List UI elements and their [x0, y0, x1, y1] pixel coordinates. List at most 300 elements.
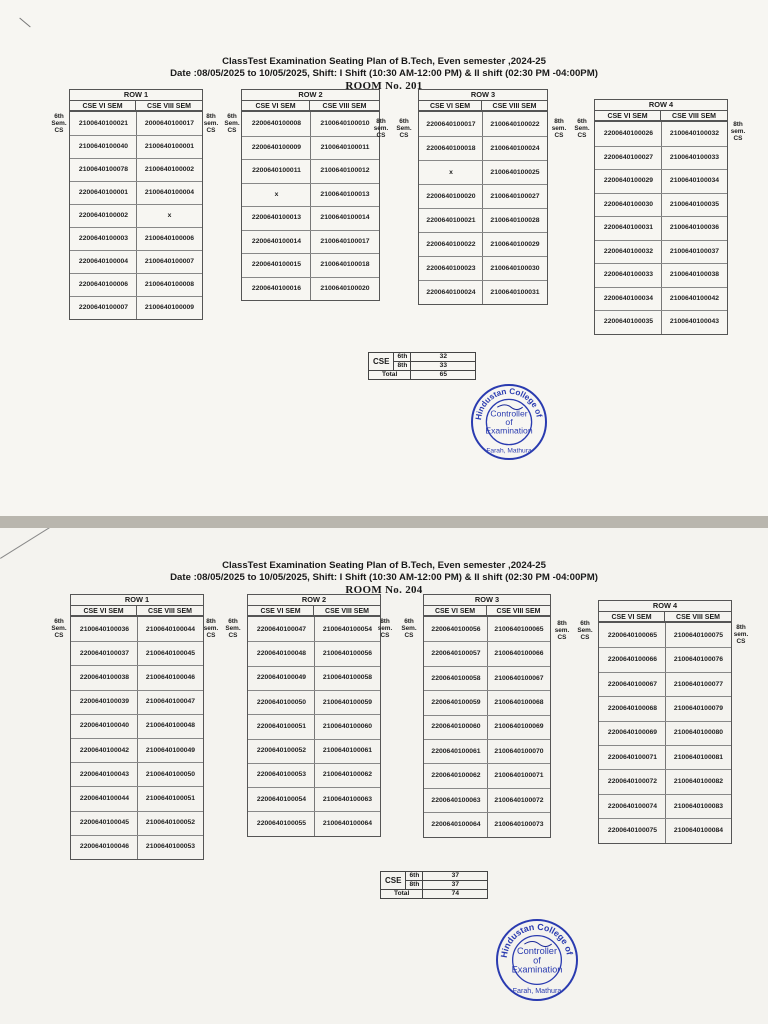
seat-cse-vi: 2200640100047: [256, 625, 307, 633]
side-label-semester: [551, 620, 573, 641]
seat-cse-viii: 2100640100034: [669, 177, 720, 185]
row-divider: [70, 250, 202, 251]
student-count-summary: [380, 871, 488, 899]
seat-cse-vi: 2200640100066: [607, 656, 658, 664]
seat-cse-viii: 2100640100068: [494, 698, 544, 706]
seat-cse-viii: 2100640100004: [144, 189, 195, 196]
side-label-line: 6th: [577, 118, 587, 125]
seat-pair: [71, 692, 205, 711]
seat-cse-viii: 2100640100083: [673, 802, 724, 810]
col-header-cse-viii-sem: CSE VIII SEM: [660, 110, 728, 121]
seat-pair: [71, 837, 205, 856]
seat-cse-vi: 2200640100001: [78, 189, 129, 196]
side-label-line: Sem.: [225, 625, 241, 632]
row-divider: [242, 230, 379, 231]
seat-cse-vi: 2200640100040: [79, 722, 130, 730]
seat-cse-vi: 2200640100075: [607, 826, 658, 834]
row-divider: [248, 787, 380, 788]
seat-cse-viii: 2100640100011: [320, 143, 370, 151]
row-divider: [71, 641, 203, 642]
summary-8th-count: 37: [423, 881, 488, 890]
seat-cse-vi: 2200640100029: [603, 177, 654, 185]
seat-cse-vi: 2200640100068: [607, 704, 658, 712]
seal-center-line-2: of: [533, 955, 541, 966]
seat-cse-viii: 2100640100061: [322, 747, 373, 755]
seat-pair: [595, 124, 729, 143]
seat-pair: [424, 693, 552, 712]
summary-6th-count: 37: [423, 872, 488, 881]
row-divider: [70, 273, 202, 274]
row-header-2: ROW 2: [241, 89, 380, 100]
summary-8th-label: 8th: [406, 881, 423, 890]
side-label-line: 6th: [54, 618, 64, 625]
seat-cse-vi: 2200640100022: [426, 240, 476, 248]
side-label-semester: [200, 618, 222, 639]
row-divider: [599, 769, 731, 770]
row-header-4: ROW 4: [598, 600, 732, 611]
seat-cse-vi: 2200640100045: [79, 819, 130, 827]
seat-pair: [248, 717, 382, 736]
seat-pair: [599, 821, 733, 840]
row-header-3: ROW 3: [418, 89, 548, 100]
seat-cse-vi: 2200640100067: [607, 680, 658, 688]
seat-pair: [595, 148, 729, 167]
paper-fold-edge: [0, 528, 51, 559]
row-divider: [599, 721, 731, 722]
seat-cse-viii: 2100640100075: [673, 631, 724, 639]
seat-pair: [242, 185, 381, 204]
side-label-line: sem.: [733, 631, 749, 638]
row-divider: [595, 240, 727, 241]
row-divider: [424, 690, 550, 691]
seat-cse-viii: 2100640100079: [673, 704, 724, 712]
seat-pair: [70, 298, 204, 317]
seat-cse-viii: 2100640100060: [322, 722, 373, 730]
row-divider: [70, 296, 202, 297]
seat-cse-viii: 2100640100051: [145, 795, 196, 802]
row-divider: [595, 169, 727, 170]
seat-cse-viii: 2100640100009: [144, 304, 195, 311]
seat-pair: [71, 813, 205, 832]
side-label-line: 6th: [404, 618, 414, 625]
seat-cse-vi: 2200640100023: [426, 264, 476, 272]
col-header-cse-viii-sem: CSE VIII SEM: [309, 100, 380, 111]
seat-pair: [71, 789, 205, 808]
seat-block-row-4: [594, 121, 728, 335]
seat-cse-viii: 2100640100020: [320, 284, 370, 292]
seat-pair: [424, 669, 552, 688]
seat-pair: [419, 163, 549, 182]
seat-cse-viii: 2100640100010: [320, 120, 370, 128]
side-label-line: 8th: [206, 618, 216, 625]
row-divider: [419, 184, 547, 185]
row-divider: [595, 310, 727, 311]
col-header-cse-vi-sem: CSE VI SEM: [241, 100, 310, 111]
summary-8th-label: 8th: [394, 362, 411, 371]
col-header-cse-viii-sem: CSE VIII SEM: [135, 100, 203, 111]
sheet-separator: [0, 516, 768, 528]
seat-pair: [599, 675, 733, 694]
seat-pair: [599, 723, 733, 742]
seat-cse-vi: 2200640100069: [607, 729, 658, 737]
seat-cse-vi: 2200640100049: [256, 674, 307, 682]
row-divider: [599, 794, 731, 795]
seat-cse-viii: 2100640100071: [494, 772, 544, 780]
row-divider: [599, 696, 731, 697]
seat-cse-vi: 2200640100007: [78, 304, 129, 311]
seat-cse-viii: 2100640100067: [494, 674, 544, 682]
seat-cse-viii: 2100640100042: [669, 294, 720, 302]
seat-pair: [242, 114, 381, 133]
row-divider: [419, 160, 547, 161]
seat-cse-viii: 2100640100037: [669, 247, 720, 255]
seat-cse-viii: 2100640100048: [145, 722, 196, 730]
seat-pair: [424, 742, 552, 761]
seat-block-row-1: [70, 616, 204, 860]
row-divider: [70, 204, 202, 205]
seat-pair: [419, 139, 549, 158]
seat-cse-viii: 2100640100054: [322, 625, 373, 633]
seat-cse-vi: 2200640100026: [603, 130, 654, 138]
seat-cse-viii: 2100640100081: [673, 753, 724, 761]
col-header-cse-vi-sem: CSE VI SEM: [69, 100, 136, 111]
side-label-line: Sem.: [574, 125, 590, 132]
seat-cse-viii: 2100640100043: [669, 318, 720, 326]
seat-pair: [599, 699, 733, 718]
seat-cse-vi: 2100640100078: [78, 166, 129, 173]
seat-cse-vi: 2200640100034: [603, 294, 654, 302]
seal-center-line-1: Controller: [516, 946, 558, 957]
row-divider: [424, 666, 550, 667]
seat-pair: [70, 252, 204, 271]
seat-pair: [70, 229, 204, 248]
seat-pair: [424, 766, 552, 785]
seat-cse-vi: 2200640100013: [251, 214, 302, 222]
seat-cse-vi: 2200640100002: [78, 212, 129, 219]
side-label-semester: [730, 624, 752, 645]
row-divider: [424, 788, 550, 789]
row-header-3: ROW 3: [423, 594, 551, 605]
seat-pair: [71, 716, 205, 735]
seal-center-line-1: Controller: [490, 408, 528, 419]
seat-pair: [419, 235, 549, 254]
seat-cse-viii: 2100640100029: [490, 240, 540, 248]
seat-cse-vi: 2200640100011: [252, 167, 301, 175]
seat-cse-vi: 2200640100053: [256, 771, 307, 779]
seat-cse-vi: 2200640100060: [431, 723, 481, 731]
seat-block-row-4: [598, 622, 732, 844]
seat-cse-vi: 2200640100052: [256, 747, 307, 755]
plan-date-shift: Date :08/05/2025 to 10/05/2025, Shift: I Shift (10:30 AM-12:00 PM) & II shift (02:30 PM -04:00PM): [170, 68, 598, 79]
side-label-line: sem.: [551, 125, 567, 132]
seat-pair: [242, 161, 381, 180]
side-label-semester: [393, 118, 415, 139]
row-divider: [70, 158, 202, 159]
seat-pair: [599, 772, 733, 791]
col-header-cse-viii-sem: CSE VIII SEM: [664, 611, 732, 622]
seat-cse-vi: 2200640100051: [256, 722, 307, 730]
controller-of-examination-seal: [470, 383, 548, 461]
seat-cse-vi: 2200640100048: [256, 649, 307, 657]
seat-block-row-2: [247, 616, 381, 837]
seat-cse-vi: 2200640100006: [78, 281, 129, 288]
col-header-cse-vi-sem: CSE VI SEM: [423, 605, 487, 616]
seat-pair: [248, 693, 382, 712]
side-label-semester: [370, 118, 392, 139]
row-divider: [424, 812, 550, 813]
row-divider: [248, 811, 380, 812]
seat-pair: [419, 283, 549, 302]
seat-cse-vi: 2200640100015: [251, 261, 302, 269]
seat-cse-viii: 2100640100032: [669, 130, 720, 138]
seat-cse-viii: 2100640100073: [494, 820, 544, 828]
seat-pair: [248, 814, 382, 833]
side-label-line: CS: [228, 632, 238, 639]
row-divider: [599, 818, 731, 819]
seat-cse-vi: 2100640100040: [78, 143, 129, 150]
seat-cse-viii: 2100640100082: [673, 778, 724, 786]
seat-cse-viii: 2100640100047: [145, 698, 196, 706]
row-divider: [595, 263, 727, 264]
side-label-line: Sem.: [396, 125, 412, 132]
room-number: ROOM No. 201: [345, 80, 423, 92]
side-label-line: CS: [206, 127, 216, 134]
seat-pair: [424, 815, 552, 834]
seat-cse-vi: 2200640100017: [426, 120, 476, 128]
seat-cse-vi: 2100640100036: [79, 625, 130, 633]
seat-pair: [242, 232, 381, 251]
seat-block-row-1: [69, 111, 203, 320]
side-label-semester: [374, 618, 396, 639]
side-label-line: CS: [577, 132, 587, 139]
row-divider: [595, 287, 727, 288]
seat-pair: [71, 765, 205, 784]
side-label-line: CS: [580, 634, 590, 641]
side-label-line: Sem.: [401, 625, 417, 632]
seat-pair: [424, 791, 552, 810]
side-label-line: 8th: [557, 620, 567, 627]
seat-cse-viii: 2100640100084: [673, 826, 724, 834]
pen-mark: [19, 18, 30, 28]
seat-cse-viii: 2100640100031: [490, 288, 540, 296]
side-label-line: CS: [376, 132, 386, 139]
seat-cse-viii: 2100640100012: [320, 167, 370, 175]
side-label-line: Sem.: [51, 120, 67, 127]
row-header-4: ROW 4: [594, 99, 728, 110]
side-label-line: Sem.: [224, 120, 240, 127]
seat-pair: [595, 289, 729, 308]
seat-cse-viii: 2100640100080: [673, 729, 724, 737]
seat-cse-viii: 2100640100014: [320, 214, 370, 222]
col-header-cse-viii-sem: CSE VIII SEM: [313, 605, 381, 616]
row-divider: [595, 146, 727, 147]
seat-cse-viii: 2100640100056: [322, 649, 373, 657]
seat-pair: [595, 265, 729, 284]
seat-cse-viii: 2100640100065: [494, 625, 544, 633]
col-header-cse-viii-sem: CSE VIII SEM: [486, 605, 551, 616]
seat-cse-vi: 2200640100059: [431, 698, 481, 706]
seat-pair: [242, 208, 381, 227]
side-label-line: 6th: [228, 618, 238, 625]
side-label-line: 8th: [376, 118, 386, 125]
side-label-line: CS: [54, 127, 64, 134]
seat-pair: [248, 765, 382, 784]
room-number: ROOM No. 204: [345, 584, 423, 596]
seat-pair: [419, 187, 549, 206]
seat-cse-viii: 2100640100076: [673, 656, 724, 664]
side-label-line: 8th: [380, 618, 390, 625]
seat-cse-vi: 2200640100062: [431, 772, 481, 780]
seat-cse-viii: 2100640100022: [490, 120, 540, 128]
row-divider: [248, 690, 380, 691]
seat-cse-viii: 2100640100028: [490, 216, 540, 224]
seat-cse-viii: 2100640100058: [322, 674, 373, 682]
seat-cse-vi: 2100640100021: [78, 120, 129, 127]
side-label-line: CS: [380, 632, 390, 639]
seat-cse-vi: 2200640100033: [603, 271, 654, 279]
row-divider: [248, 666, 380, 667]
seat-cse-vi: 2200640100043: [79, 770, 130, 778]
seat-block-row-3: [418, 111, 548, 305]
seat-cse-viii: 2100640100077: [673, 680, 724, 688]
summary-6th-count: 32: [411, 353, 476, 362]
seat-pair: [70, 183, 204, 202]
seat-cse-viii: 2100640100066: [494, 650, 544, 658]
seat-cse-vi: 2200640100020: [426, 192, 476, 200]
row-divider: [70, 135, 202, 136]
seat-pair: [599, 797, 733, 816]
seat-cse-vi: 2200640100058: [431, 674, 481, 682]
seal-center-line-2: of: [505, 417, 513, 428]
seat-pair: [599, 748, 733, 767]
seat-cse-viii: 2100640100025: [490, 168, 540, 176]
seat-cse-vi: 2200640100074: [607, 802, 658, 810]
side-label-line: 8th: [733, 121, 743, 128]
row-divider: [419, 136, 547, 137]
seat-pair: [248, 644, 382, 663]
seat-pair: [70, 206, 204, 225]
summary-6th-label: 6th: [394, 353, 411, 362]
seat-pair: [595, 312, 729, 331]
seat-cse-vi: 2200640100050: [256, 698, 307, 706]
seat-cse-vi: 2200640100054: [256, 795, 307, 803]
seat-pair: [595, 171, 729, 190]
seat-cse-vi: 2200640100063: [431, 796, 481, 804]
seat-cse-vi: 2200640100038: [79, 674, 130, 681]
seal-graphic: [470, 383, 548, 461]
seat-pair: [595, 195, 729, 214]
row-divider: [248, 641, 380, 642]
col-header-cse-viii-sem: CSE VIII SEM: [481, 100, 548, 111]
seat-cse-vi: 2200640100072: [607, 778, 658, 786]
seat-pair: [71, 741, 205, 760]
seat-pair: [595, 218, 729, 237]
seat-pair: [248, 741, 382, 760]
seat-cse-vi: 2200640100031: [603, 224, 654, 232]
seat-cse-viii: 2100640100045: [145, 649, 196, 657]
seat-cse-vi: 2200640100057: [431, 650, 481, 658]
seat-cse-vi: 2200640100016: [251, 284, 302, 292]
side-label-line: 8th: [206, 113, 216, 120]
side-label-line: 8th: [736, 624, 746, 631]
seat-cse-viii: 2100640100001: [144, 143, 195, 150]
seat-pair: [71, 668, 205, 687]
seat-block-row-3: [423, 616, 551, 838]
row-divider: [248, 763, 380, 764]
side-label-semester: [548, 118, 570, 139]
row-divider: [242, 253, 379, 254]
seat-cse-vi: 2200640100004: [78, 258, 129, 265]
row-divider: [424, 715, 550, 716]
col-header-cse-viii-sem: CSE VIII SEM: [136, 605, 204, 616]
side-label-line: 6th: [580, 620, 590, 627]
seat-cse-vi: 2200640100014: [251, 237, 302, 245]
row-divider: [242, 277, 379, 278]
side-label-line: Sem.: [577, 627, 593, 634]
student-count-summary: [368, 352, 476, 380]
seat-pair: [419, 259, 549, 278]
seal-center-line-3: Examination: [511, 964, 563, 975]
seat-cse-viii: 2100640100002: [144, 166, 195, 173]
side-label-line: sem.: [373, 125, 389, 132]
seat-pair: [419, 115, 549, 134]
seat-cse-vi: 2200640100018: [426, 144, 476, 152]
seat-cse-vi: 2200640100056: [431, 625, 481, 633]
side-label-semester: [571, 118, 593, 139]
col-header-cse-vi-sem: CSE VI SEM: [418, 100, 482, 111]
summary-dept: CSE: [381, 872, 406, 890]
summary-8th-count: 33: [411, 362, 476, 371]
side-label-semester: [574, 620, 596, 641]
seat-cse-vi: x: [274, 190, 279, 198]
side-label-line: 8th: [554, 118, 564, 125]
row-divider: [71, 665, 203, 666]
seat-pair: [248, 790, 382, 809]
seat-cse-vi: 2200640100071: [607, 753, 658, 761]
seat-pair: [70, 114, 204, 133]
side-label-line: CS: [227, 127, 237, 134]
row-divider: [71, 811, 203, 812]
seal-center-line-3: Examination: [485, 425, 533, 436]
row-divider: [424, 763, 550, 764]
seat-cse-vi: 2200640100064: [431, 820, 481, 828]
seat-cse-vi: 2200640100044: [79, 795, 130, 802]
seat-cse-viii: 2100640100053: [145, 843, 196, 851]
seat-cse-vi: 2200640100046: [79, 843, 130, 851]
seat-cse-viii: 2100640100059: [322, 698, 373, 706]
seat-block-row-2: [241, 111, 380, 301]
seat-pair: [424, 620, 552, 639]
side-label-line: 6th: [399, 118, 409, 125]
row-divider: [599, 745, 731, 746]
seat-cse-vi: 2200640100042: [79, 746, 130, 754]
plan-title: ClassTest Examination Seating Plan of B.Tech, Even semester ,2024-25: [222, 56, 546, 67]
summary-total-label: Total: [381, 890, 423, 899]
seat-cse-viii: 2100640100069: [494, 723, 544, 731]
seat-cse-viii: 2100640100052: [145, 819, 196, 827]
col-header-cse-vi-sem: CSE VI SEM: [594, 110, 661, 121]
seat-cse-vi: 2200640100035: [603, 318, 654, 326]
seat-cse-viii: 2100640100033: [669, 153, 720, 161]
seal-graphic: [495, 918, 579, 1002]
seat-pair: [70, 160, 204, 179]
seat-cse-viii: x: [167, 212, 172, 219]
seal-ring-text: Hindustan College of: [498, 921, 575, 959]
side-label-semester: [727, 121, 749, 142]
seat-pair: [70, 275, 204, 294]
summary-total-count: 65: [411, 371, 476, 380]
row-divider: [71, 762, 203, 763]
